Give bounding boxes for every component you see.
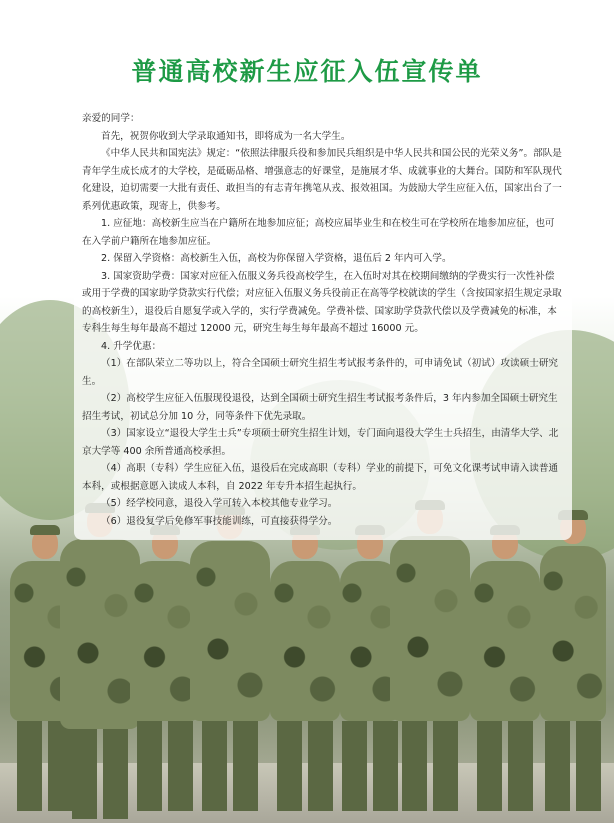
- soldier-figure: [470, 529, 540, 811]
- policy-enrollment-retention: 2. 保留入学资格：高校新生入伍，高校为你保留入学资格，退伍后 2 年内可入学。: [101, 253, 452, 264]
- further-study-item: （6）退役复学后免修军事技能训练，可直接获得学分。: [101, 515, 338, 527]
- page-title: 普通高校新生应征入伍宣传单: [131, 57, 483, 86]
- further-study-item: （3）国家设立“退役大学生士兵”专项硕士研究生招生计划，专门面向退役大学生士兵招生，由清华大学、北京大学等 400 余所普通高校承担。: [82, 428, 559, 457]
- further-study-item: （2）高校学生应征入伍服现役退役，达到全国硕士研究生招生考试报考条件后，3 年内参加全国硕士研究生招生考试，初试总分加 10 分，同等条件下优先录取。: [82, 393, 558, 422]
- further-study-item: （4）高职（专科）学生应征入伍，退役后在完成高职（专科）学业的前提下，可免文化课考试申请入读普通本科，或根据意愿入读成人本科，自 2022 年专升本招生起执行。: [82, 463, 559, 492]
- soldier-figure: [270, 529, 340, 811]
- soldier-figure: [60, 507, 140, 819]
- soldier-figure: [190, 509, 270, 811]
- further-study-item: （1）在部队荣立二等功以上，符合全国硕士研究生招生考试报考条件的，可申请免试（初试）攻读硕士研究生。: [82, 358, 559, 387]
- soldier-figure: [540, 514, 606, 811]
- paragraph-congratulation: 首先，祝贺你收到大学录取通知书，即将成为一名大学生。: [101, 130, 351, 142]
- policy-tuition-aid: 3. 国家资助学费：国家对应征入伍服义务兵役高校学生，在入伍时对其在校期间缴纳的学费实行一次性补偿或用于学费的国家助学贷款实行代偿；对应征入伍服义务兵役前正在高等学校就读的学生（含按国家招生规定录取的高校新生），退役后自愿复学或入学的，实行学费减免。学费补偿、国家助学贷款代偿以及学费减免的标准，本专科生每生每年最高不超过 12000 元，研究生每生每年最高不超过 16000 元。: [82, 270, 562, 334]
- greeting: 亲爱的同学：: [82, 113, 140, 124]
- policy-further-study-heading: 4. 升学优惠：: [101, 340, 162, 352]
- soldier-figure: [390, 504, 470, 811]
- leaflet-body: [82, 110, 564, 530]
- further-study-item: （5）经学校同意，退役入学可转入本校其他专业学习。: [101, 498, 338, 509]
- paragraph-constitution: 《中华人民共和国宪法》规定：“依照法律服兵役和参加民兵组织是中华人民共和国公民的光荣义务”。部队是青年学生成长成才的大学校，是砥砺品格、增强意志的好课堂，是施展才华、成就事业的大舞台。国防和军队现代化建设，迫切需要一大批有责任、敢担当的有志青年携笔从戎、报效祖国。为鼓励大学生应征入伍，国家出台了一系列优惠政策，现寄上，供参考。: [82, 148, 562, 212]
- policy-enlistment-location: 1. 应征地：高校新生应当在户籍所在地参加应征；高校应届毕业生和在校生可在学校所在地参加应征，也可在入学前户籍所在地参加应征。: [82, 218, 555, 247]
